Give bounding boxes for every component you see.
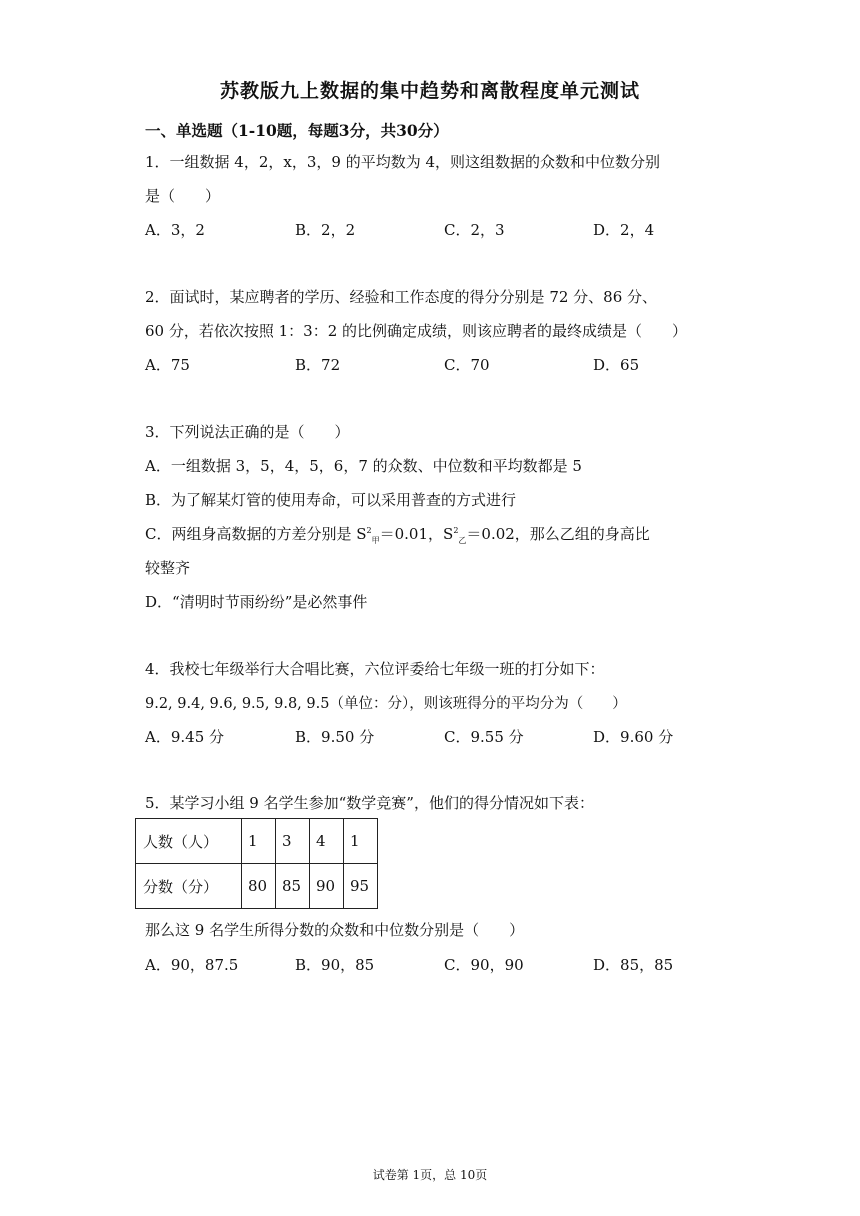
- q4-stem-line2: 9.2, 9.4, 9.6, 9.5, 9.8, 9.5（单位：分），则该班得分的平均分为（ ）: [145, 696, 627, 712]
- q1-options: [145, 219, 745, 241]
- q4-options: [145, 726, 745, 748]
- table-row-header-count: 人数（人）: [136, 819, 242, 864]
- q3-c-sub1: 甲: [371, 536, 380, 545]
- table-cell: 1: [242, 819, 276, 864]
- q5-option-d[interactable]: D．85，85: [593, 956, 674, 974]
- q3-option-c[interactable]: [145, 523, 650, 546]
- table-cell: 95: [344, 864, 378, 909]
- q5-option-b[interactable]: B．90，85: [295, 956, 375, 974]
- q4-option-b[interactable]: B．9.50 分: [295, 728, 375, 746]
- q3-option-d[interactable]: D．“清明时节雨纷纷”是必然事件: [145, 593, 368, 611]
- q2-stem-line1: 2．面试时，某应聘者的学历、经验和工作态度的得分分别是 72 分、86 分、: [145, 288, 658, 306]
- q2-stem-line2: 60 分，若依次按照 1：3：2 的比例确定成绩，则该应聘者的最终成绩是（ ）: [145, 322, 688, 340]
- q1-stem-line1: 1．一组数据 4，2，x，3，9 的平均数为 4，则这组数据的众数和中位数分别: [145, 153, 661, 171]
- score-table: [135, 818, 378, 909]
- section-heading: 一、单选题（1-10题，每题3分，共30分）: [145, 121, 449, 140]
- q3-c-text-mid: ＝0.01，S: [379, 525, 454, 543]
- page-footer: 试卷第 1页，总 10页: [372, 1168, 488, 1182]
- q4-option-c[interactable]: C．9.55 分: [444, 728, 524, 746]
- q2-option-a[interactable]: A．75: [145, 356, 190, 374]
- q1-option-b[interactable]: B．2，2: [295, 221, 356, 239]
- q1-stem-line2: 是（ ）: [145, 187, 221, 205]
- q3-option-b[interactable]: B．为了解某灯管的使用寿命，可以采用普查的方式进行: [145, 491, 517, 509]
- q4-option-a[interactable]: A．9.45 分: [145, 728, 224, 746]
- q1-option-d[interactable]: D．2，4: [593, 221, 655, 239]
- q3-c-text-post: ＝0.02，那么乙组的身高比: [466, 525, 650, 543]
- table-row: [136, 819, 378, 864]
- q5-stem: 5．某学习小组 9 名学生参加“数学竞赛”，他们的得分情况如下表：: [145, 794, 594, 812]
- q3-c-text-pre: C．两组身高数据的方差分别是 S: [145, 525, 367, 543]
- table-row: [136, 864, 378, 909]
- q5-option-c[interactable]: C．90，90: [444, 956, 524, 974]
- q5-question: 那么这 9 名学生所得分数的众数和中位数分别是（ ）: [145, 921, 525, 939]
- q1-option-a[interactable]: A．3，2: [145, 221, 205, 239]
- q5-option-a[interactable]: A．90，87.5: [145, 956, 239, 974]
- table-cell: 4: [310, 819, 344, 864]
- q4-stem-line1: 4．我校七年级举行大合唱比赛，六位评委给七年级一班的打分如下：: [145, 660, 605, 678]
- q2-options: [145, 354, 745, 376]
- q3-c-sup2: 2: [453, 526, 459, 535]
- q3-stem: 3．下列说法正确的是（ ）: [145, 423, 350, 441]
- q3-option-c-line2: 较整齐: [145, 559, 191, 577]
- q2-option-c[interactable]: C．70: [444, 356, 490, 374]
- table-cell: 3: [276, 819, 310, 864]
- table-cell: 80: [242, 864, 276, 909]
- page-title: 苏教版九上数据的集中趋势和离散程度单元测试: [219, 80, 640, 102]
- q3-c-sup1: 2: [366, 526, 372, 535]
- q3-c-sub2: 乙: [458, 536, 467, 545]
- table-cell: 85: [276, 864, 310, 909]
- q2-option-b[interactable]: B．72: [295, 356, 341, 374]
- q4-option-d[interactable]: D．9.60 分: [593, 728, 674, 746]
- q2-option-d[interactable]: D．65: [593, 356, 640, 374]
- q5-options: [145, 954, 745, 976]
- q1-option-c[interactable]: C．2，3: [444, 221, 505, 239]
- table-cell: 90: [310, 864, 344, 909]
- table-cell: 1: [344, 819, 378, 864]
- table-row-header-score: 分数（分）: [136, 864, 242, 909]
- q3-option-a[interactable]: A．一组数据 3，5，4，5，6，7 的众数、中位数和平均数都是 5: [145, 457, 582, 475]
